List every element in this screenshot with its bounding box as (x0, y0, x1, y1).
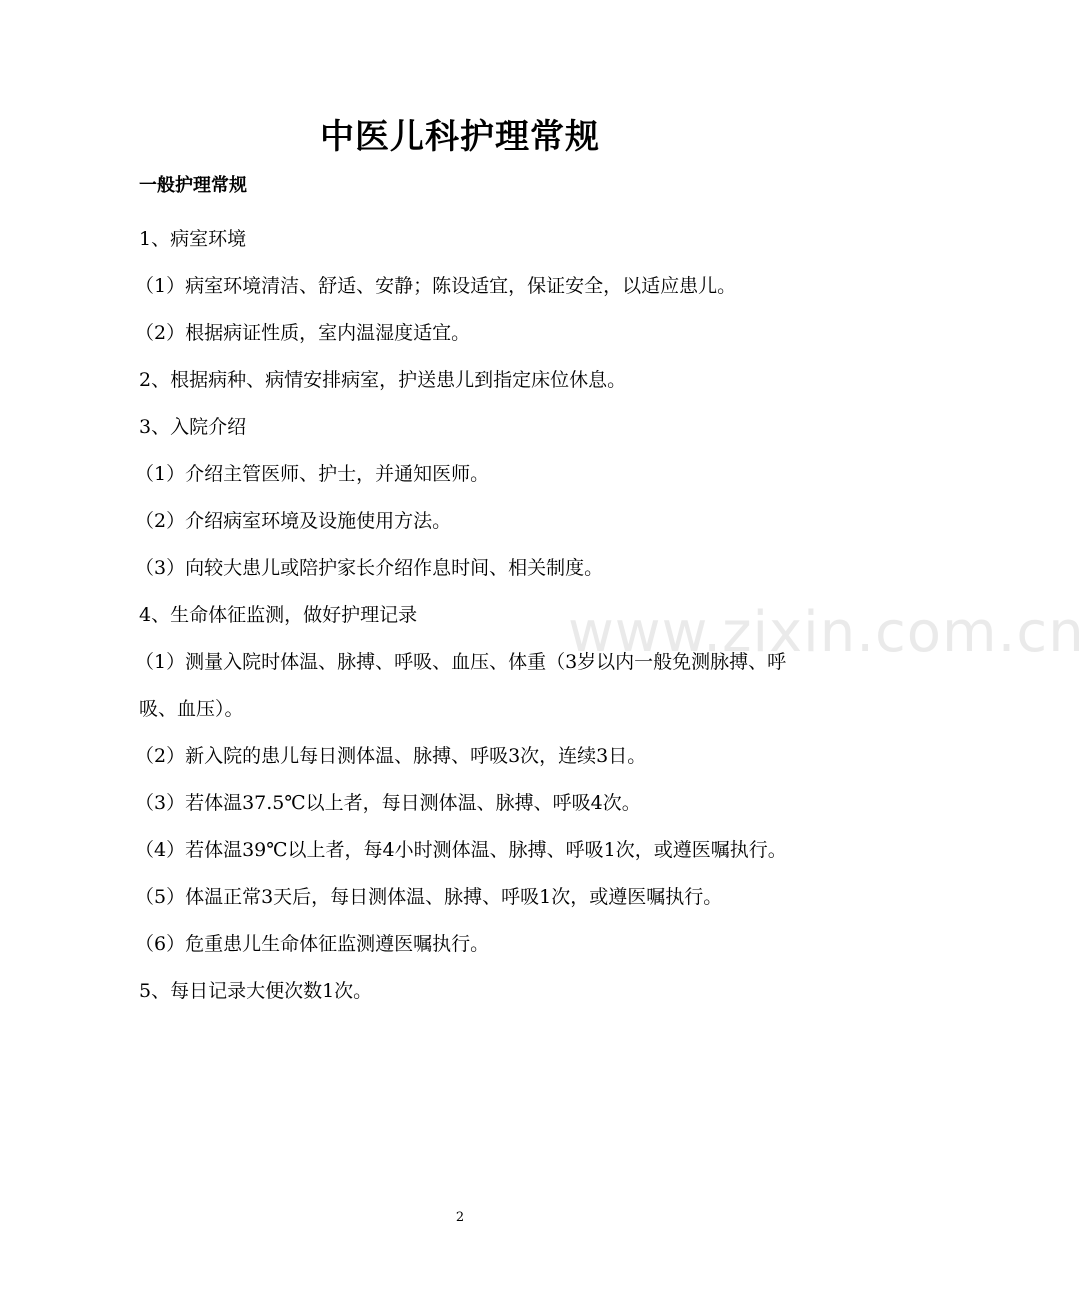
paragraph: 3、入院介绍 (139, 416, 247, 438)
paragraph: （1）病室环境清洁、舒适、安静；陈设适宜，保证安全，以适应患儿。 (135, 275, 737, 297)
section-heading: 一般护理常规 (139, 175, 247, 196)
paragraph: （2）新入院的患儿每日测体温、脉搏、呼吸3次，连续3日。 (135, 745, 647, 767)
paragraph: （3）若体温37.5℃以上者，每日测体温、脉搏、呼吸4次。 (135, 792, 641, 814)
paragraph: （4）若体温39℃以上者，每4小时测体温、脉搏、呼吸1次，或遵医嘱执行。 (135, 839, 787, 861)
paragraph: （2）介绍病室环境及设施使用方法。 (135, 510, 452, 532)
watermark: www.zixin.com.cn (568, 600, 1085, 665)
paragraph: （6）危重患儿生命体征监测遵医嘱执行。 (135, 933, 490, 955)
paragraph: （5）体温正常3天后，每日测体温、脉搏、呼吸1次，或遵医嘱执行。 (135, 886, 723, 908)
document-title: 中医儿科护理常规 (320, 117, 600, 157)
paragraph: （1）介绍主管医师、护士，并通知医师。 (135, 463, 490, 485)
paragraph: 5、每日记录大便次数1次。 (139, 980, 373, 1002)
paragraph: 2、根据病种、病情安排病室，护送患儿到指定床位休息。 (139, 369, 627, 391)
page-number: 2 (455, 1210, 465, 1225)
paragraph: 4、生命体征监测，做好护理记录 (139, 604, 418, 626)
paragraph: 1、病室环境 (139, 228, 247, 250)
paragraph: （2）根据病证性质，室内温湿度适宜。 (135, 322, 471, 344)
paragraph: （3）向较大患儿或陪护家长介绍作息时间、相关制度。 (135, 557, 604, 579)
paragraph: （1）测量入院时体温、脉搏、呼吸、血压、体重（3岁以内一般免测脉搏、呼吸、血压）。 (135, 651, 787, 720)
